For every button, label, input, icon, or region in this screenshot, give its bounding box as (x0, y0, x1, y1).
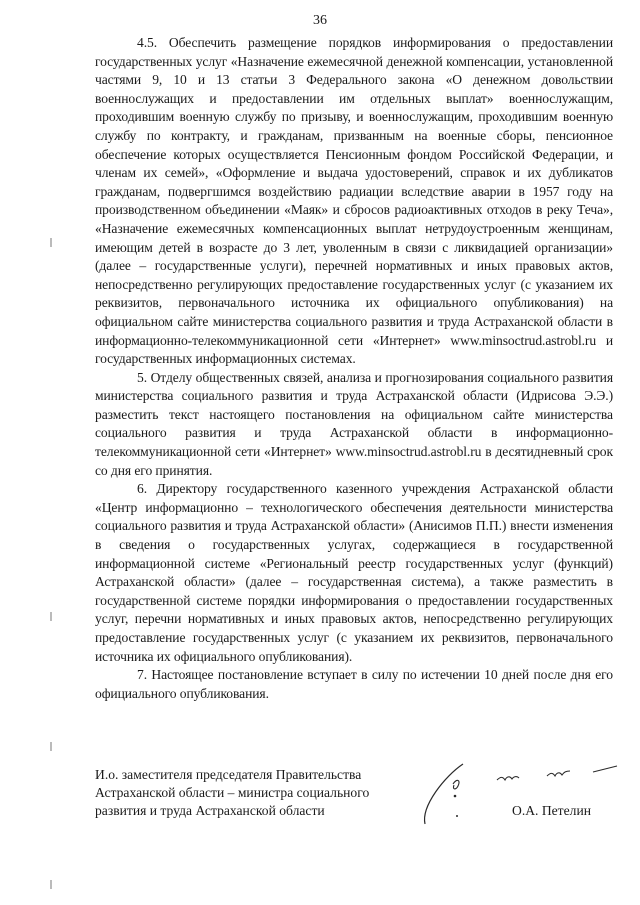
position-line-2: Астраханской области – министра социального (95, 785, 370, 800)
page-number: 36 (313, 13, 327, 28)
signer-position (95, 766, 415, 820)
scan-margin-mark (50, 238, 52, 247)
scan-margin-mark (50, 880, 52, 889)
body-text (95, 34, 613, 703)
paragraph-6: 6. Директору государственного казенного учреждения Астраханской области «Центр информационно – технологического обеспечения деятельности министерства социального развития и труда Астраханской области» (Анисимов П.П.) внести изменения в сведения о государственных услугах, содержащиеся в государственной информационной системе «Региональный реестр государственных услуг (функций) Астраханской области» (далее – государственная система), а также разместить в государственной системе порядки информирования о предоставлении государственных услуг, перечни нормативных и иных правовых актов, непосредственно регулирующих предоставление государственных услуг (с указанием их реквизитов, первоначального источника их официального опубликования). (95, 481, 613, 664)
signature-block (95, 758, 613, 828)
position-line-1: И.о. заместителя председателя Правительства (95, 767, 362, 782)
paragraph-4-5: 4.5. Обеспечить размещение порядков информирования о предоставлении государственных услуг «Назначение ежемесячной денежной компенсации, установленной частями 9, 10 и 13 статьи 3 Федерального закона «О денежном довольствии военнослужащих и предоставлении им отдельных выплат» военнослужащим, проходившим военную службу по призыву, и военнослужащим, проходившим военную службу по контракту, и гражданам, призванным на военные сборы, пенсионное обеспечение которых осуществляется Пенсионным фондом Российской Федерации, и членам их семей», «Оформление и выдача удостоверений, справок и их дубликатов гражданам, подвергшимся воздействию радиации вследствие аварии в 1957 году на производственном объединении «Маяк» и сбросов радиоактивных отходов в реку Теча», «Назначение ежемесячных компенсационных выплат нетрудоустроенным женщинам, имеющим детей в возрасте до 3 лет, уволенным в связи с ликвидацией организации» (далее – государственные услуги), перечней нормативных и иных правовых актов, непосредственно регулирующих предоставление государственных услуг (с указанием их реквизитов, первоначального источника их официального опубликования) на официальном сайте министерства социального развития и труда Астраханской области в информационно-телекоммуникационной сети «Интернет» www.minsoctrud.astrobl.ru и государственных информационных системах. (95, 35, 613, 367)
scan-margin-mark (50, 742, 52, 751)
paragraph-5: 5. Отделу общественных связей, анализа и прогнозирования социального развития министерства социального развития и труда Астраханской области (Идрисова Э.Э.) разместить текст настоящего постановления на официальном сайте министерства социального развития и труда Астраханской области в информационно-телекоммуникационной сети «Интернет» www.minsoctrud.astrobl.ru в десятидневный срок со дня его принятия. (95, 369, 613, 478)
paragraph-7: 7. Настоящее постановление вступает в силу по истечении 10 дней после дня его официального опубликования. (95, 667, 613, 701)
position-line-3: развития и труда Астраханской области (95, 803, 325, 818)
scan-margin-mark (50, 612, 52, 621)
signer-name: О.А. Петелин (512, 803, 591, 818)
